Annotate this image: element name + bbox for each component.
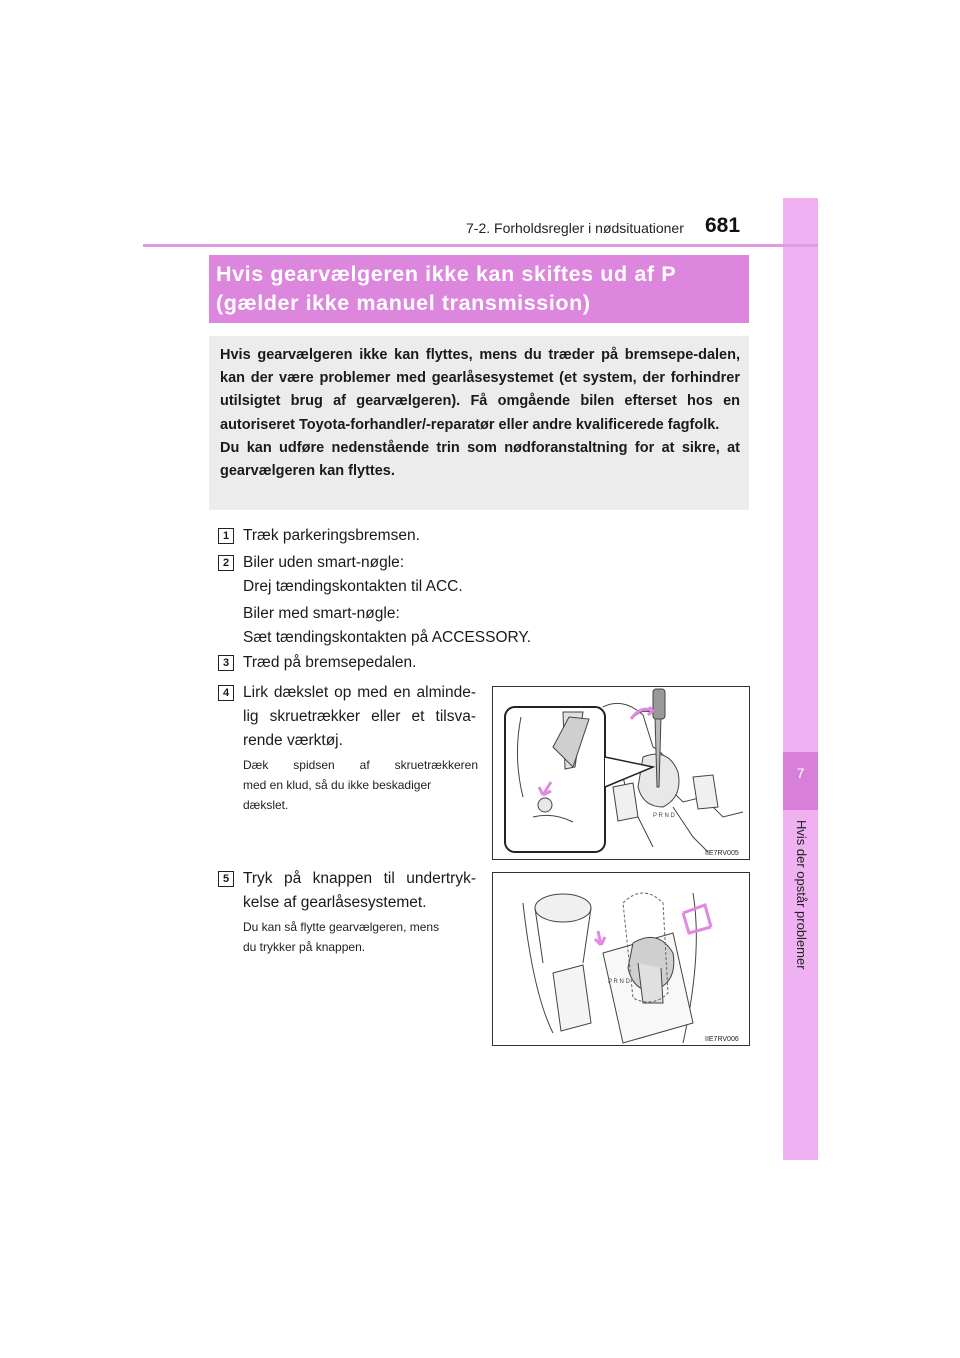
step-4-line-3: rende værktøj. xyxy=(243,732,343,749)
step-1-number: 1 xyxy=(218,528,234,544)
figure-2-illustration xyxy=(493,873,749,1045)
step-2-line-4: Sæt tændingskontakten på ACCESSORY. xyxy=(243,629,532,646)
title-line-2: (gælder ikke manuel transmission) xyxy=(216,291,591,315)
section-heading: 7-2. Forholdsregler i nødsituationer xyxy=(466,220,684,236)
step-4-note-1: Dæk spidsen af skruetrækkeren xyxy=(243,758,478,772)
intro-paragraph-2: Du kan udføre nedenstående trin som nødforanstaltning for at sikre, at gearvælgeren kan flyttes. xyxy=(220,439,740,480)
step-5-number: 5 xyxy=(218,871,234,887)
step-4-note-3: dækslet. xyxy=(243,798,289,812)
step-5-note-1: Du kan så flytte gearvælgeren, mens xyxy=(243,920,440,934)
step-5-line-2: kelse af gearlåsesystemet. xyxy=(243,894,427,911)
step-4-note-2: med en klud, så du ikke beskadiger xyxy=(243,778,432,792)
figure-2-code: IIE7RV006 xyxy=(705,1036,739,1043)
step-4-line-1: Lirk dækslet op med en alminde- xyxy=(243,684,476,701)
step-3-number: 3 xyxy=(218,655,234,671)
step-2-line-1: Biler uden smart-nøgle: xyxy=(243,554,405,571)
step-4-number: 4 xyxy=(218,685,234,701)
title-line-1: Hvis gearvælgeren ikke kan skiftes ud af P xyxy=(216,262,677,286)
page-number: 681 xyxy=(705,214,741,237)
step-2-line-2: Drej tændingskontakten til ACC. xyxy=(243,578,463,595)
intro-text xyxy=(220,344,740,483)
intro-paragraph-1: Hvis gearvælgeren ikke kan flyttes, mens du træder på bremsepe-dalen, kan der være problemer med gearlåsesystemet (et system, der forhindrer utilsigtet brug af gearvælgeren). Få omgående bilen efterset hos en autoriseret Toyota-forhandler/-reparatør eller andre kvalificerede fagfolk. xyxy=(220,347,740,433)
step-4-line-2: lig skruetrækker eller et tilsva- xyxy=(243,708,476,725)
figure-1-code: IIE7RV005 xyxy=(705,850,739,857)
figure-1-illustration xyxy=(493,687,749,859)
step-5-note-2: du trykker på knappen. xyxy=(243,940,366,954)
header-rule xyxy=(143,244,818,247)
svg-text:P R N D: P R N D xyxy=(653,813,675,819)
figure-shift-lock-button xyxy=(492,872,750,1046)
step-2-number: 2 xyxy=(218,555,234,571)
step-5-line-1: Tryk på knappen til undertryk- xyxy=(243,870,476,887)
step-2-line-3: Biler med smart-nøgle: xyxy=(243,605,400,622)
step-1-text: Træk parkeringsbremsen. xyxy=(243,527,420,544)
chapter-title: Hvis der opstår problemer xyxy=(794,820,809,970)
step-3-text: Træd på bremsepedalen. xyxy=(243,654,417,671)
chapter-number-box xyxy=(783,752,818,810)
page-title xyxy=(216,260,746,318)
chapter-number: 7 xyxy=(796,765,805,781)
figure-screwdriver-cover xyxy=(492,686,750,860)
svg-text:P R N D: P R N D xyxy=(608,979,630,985)
